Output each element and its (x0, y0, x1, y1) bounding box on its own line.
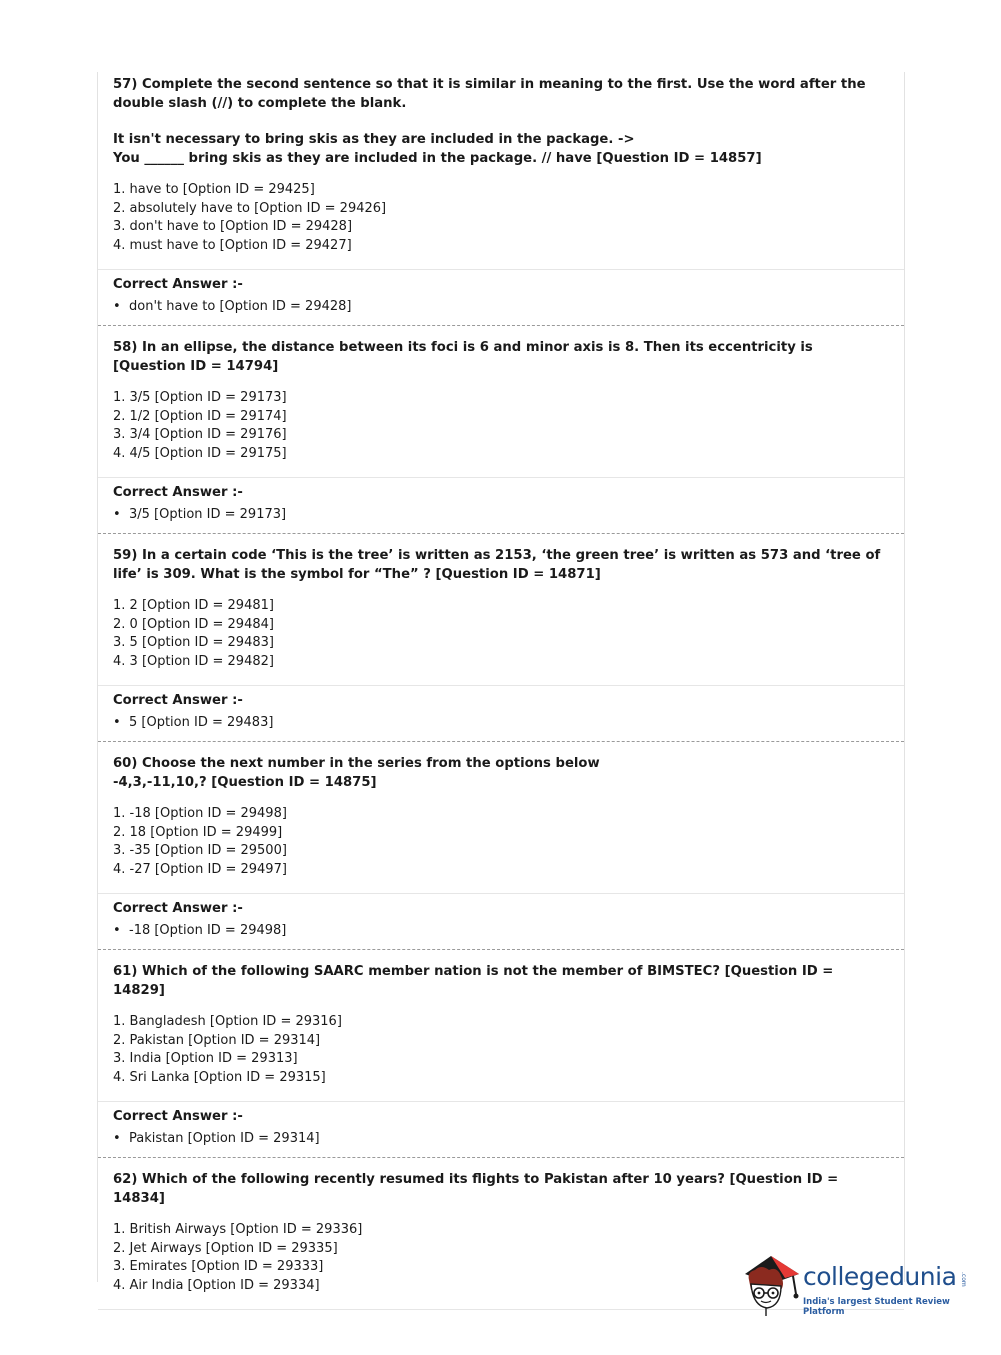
correct-answer (98, 685, 904, 742)
bullet-icon: • (113, 714, 121, 730)
options-list (113, 805, 889, 879)
answer-label: Correct Answer :- (113, 277, 243, 292)
answer-row (113, 298, 889, 317)
option-item: 1. Bangladesh [Option ID = 29316] (113, 1014, 342, 1029)
option-item: 4. 4/5 [Option ID = 29175] (113, 445, 287, 461)
correct-answer (98, 477, 904, 534)
question-text (113, 131, 889, 168)
correct-answer (98, 269, 904, 326)
option-item: 3. India [Option ID = 29313] (113, 1051, 298, 1066)
question-text: 58) In an ellipse, the distance between its foci is 6 and minor axis is 8. Then its eccentricity is [Question ID = 14794] (113, 340, 813, 374)
answer-row (113, 1130, 889, 1149)
question-59 (98, 543, 904, 742)
question-text: 61) Which of the following SAARC member nation is not the member of BIMSTEC? [Question ID = 14829] (113, 964, 834, 998)
bullet-icon: • (113, 506, 121, 522)
logo-suffix: .com (960, 1272, 967, 1287)
option-item: 2. absolutely have to [Option ID = 29426] (113, 200, 387, 216)
answer-label: Correct Answer :- (113, 901, 243, 916)
option-item: 4. Air India [Option ID = 29334] (113, 1277, 320, 1293)
question-text: 62) Which of the following recently resumed its flights to Pakistan after 10 years? [Question ID = 14834] (113, 1172, 839, 1206)
logo-wordmark: collegedunia (803, 1262, 957, 1291)
question-61 (98, 959, 904, 1158)
option-item: 3. 5 [Option ID = 29483] (113, 635, 274, 650)
question-text: 57) Complete the second sentence so that it is similar in meaning to the first. Use the word after the double slash (//) to complete the blank. (113, 77, 866, 111)
question-text: 59) In a certain code ‘This is the tree’ is written as 2153, ‘the green tree’ is written as 573 and ‘tree of life’ is 309. What is the symbol for “The” ? [Question ID = 14871] (113, 548, 881, 582)
question-line: You ______ bring skis as they are included in the package. // have [Question ID = 14857] (113, 150, 762, 166)
option-item: 1. 2 [Option ID = 29481] (113, 598, 274, 613)
options-list (113, 181, 889, 255)
collegedunia-logo (741, 1250, 971, 1320)
question-line: 60) Choose the next number in the series from the options below (113, 756, 600, 771)
question-line: -4,3,-11,10,? [Question ID = 14875] (113, 774, 377, 790)
answer-row (113, 506, 889, 525)
option-item: 1. 3/5 [Option ID = 29173] (113, 390, 287, 405)
answer-label: Correct Answer :- (113, 485, 243, 500)
student-mascot-icon (741, 1250, 803, 1320)
option-item: 4. 3 [Option ID = 29482] (113, 653, 274, 669)
option-item: 1. British Airways [Option ID = 29336] (113, 1222, 363, 1237)
options-list (113, 597, 889, 671)
answer-text: 3/5 [Option ID = 29173] (129, 506, 287, 522)
answer-text: -18 [Option ID = 29498] (129, 922, 287, 938)
question-line: It isn't necessary to bring skis as they are included in the package. -> (113, 132, 635, 147)
option-item: 2. 1/2 [Option ID = 29174] (113, 408, 287, 424)
option-item: 1. -18 [Option ID = 29498] (113, 806, 287, 821)
option-item: 2. Pakistan [Option ID = 29314] (113, 1032, 321, 1048)
correct-answer (98, 1101, 904, 1158)
answer-row (113, 922, 889, 941)
option-item: 3. -35 [Option ID = 29500] (113, 843, 287, 858)
answer-text: Pakistan [Option ID = 29314] (129, 1130, 320, 1146)
option-item: 2. Jet Airways [Option ID = 29335] (113, 1240, 338, 1256)
option-item: 3. don't have to [Option ID = 29428] (113, 219, 353, 234)
options-list (113, 1013, 889, 1087)
option-item: 3. 3/4 [Option ID = 29176] (113, 427, 287, 442)
option-item: 4. Sri Lanka [Option ID = 29315] (113, 1069, 326, 1085)
question-57 (98, 72, 904, 326)
option-item: 1. have to [Option ID = 29425] (113, 182, 315, 197)
answer-text: 5 [Option ID = 29483] (129, 714, 274, 730)
options-list (113, 389, 889, 463)
correct-answer (98, 893, 904, 950)
option-item: 2. 18 [Option ID = 29499] (113, 824, 283, 840)
option-item: 2. 0 [Option ID = 29484] (113, 616, 274, 632)
question-60 (98, 751, 904, 950)
question-58 (98, 335, 904, 534)
option-item: 3. Emirates [Option ID = 29333] (113, 1259, 324, 1274)
option-item: 4. must have to [Option ID = 29427] (113, 237, 352, 253)
bullet-icon: • (113, 922, 121, 938)
option-item: 4. -27 [Option ID = 29497] (113, 861, 287, 877)
answer-row (113, 714, 889, 733)
answer-text: don't have to [Option ID = 29428] (129, 298, 352, 314)
question-text (113, 755, 889, 792)
logo-tagline: India's largest Student Review Platform (803, 1297, 950, 1317)
bullet-icon: • (113, 1130, 121, 1146)
answer-label: Correct Answer :- (113, 1109, 243, 1124)
bullet-icon: • (113, 298, 121, 314)
answer-label: Correct Answer :- (113, 693, 243, 708)
